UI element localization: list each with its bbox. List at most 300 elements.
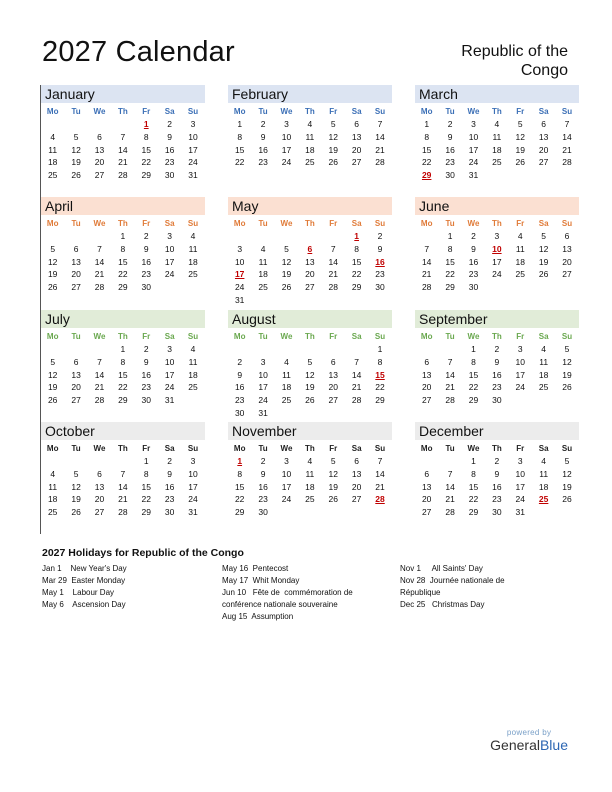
weekday-label: Mo (420, 443, 433, 453)
day-cell: 28 (421, 282, 432, 293)
day-cell: 23 (445, 157, 455, 168)
day-cell: 1 (237, 119, 243, 130)
day-cell: 25 (281, 395, 292, 406)
month-name: October (41, 422, 205, 440)
weekday-label: Sa (351, 218, 362, 228)
day-cell: 23 (258, 157, 268, 168)
weekday-label: Th (304, 218, 315, 228)
week-row (415, 493, 579, 506)
holiday-day-cell: 28 (375, 494, 385, 505)
day-cell: 23 (492, 494, 502, 505)
day-cell: 27 (94, 507, 105, 518)
day-cell: 27 (328, 395, 338, 406)
calendar-grid (40, 85, 576, 534)
day-cell: 2 (447, 119, 453, 130)
weekday-label: Fr (329, 106, 338, 116)
day-cell: 19 (515, 144, 525, 155)
day-cell: 28 (118, 170, 128, 181)
holiday-entry: May 6 Ascension Day (42, 600, 126, 609)
week-row (41, 131, 205, 144)
day-cell: 5 (330, 456, 336, 467)
weekday-label: Tu (71, 443, 81, 453)
day-cell: 18 (258, 269, 268, 280)
day-cell: 4 (190, 344, 196, 355)
day-cell: 19 (71, 494, 81, 505)
week-row (415, 131, 579, 144)
weekday-header (228, 329, 392, 343)
day-cell: 3 (167, 344, 173, 355)
day-cell: 28 (445, 507, 455, 518)
day-cell: 9 (167, 469, 173, 480)
day-cell: 11 (258, 256, 268, 267)
week-row (228, 343, 392, 356)
day-cell: 30 (141, 395, 151, 406)
day-cell: 20 (94, 157, 105, 168)
day-cell: 10 (281, 469, 292, 480)
day-cell: 9 (143, 357, 149, 368)
week-row (41, 381, 205, 394)
weekday-header (415, 441, 579, 455)
day-cell: 13 (71, 256, 81, 267)
day-cell: 20 (562, 256, 572, 267)
day-cell: 7 (120, 132, 126, 143)
day-cell: 18 (47, 157, 58, 168)
weekday-label: Tu (445, 218, 455, 228)
day-cell: 1 (471, 344, 476, 355)
day-cell: 22 (468, 382, 479, 393)
day-cell: 9 (494, 357, 500, 368)
day-cell: 6 (424, 357, 430, 368)
day-cell: 4 (284, 357, 289, 368)
day-cell: 18 (281, 382, 292, 393)
day-cell: 6 (424, 469, 430, 480)
day-cell: 3 (167, 231, 173, 242)
day-cell: 25 (258, 282, 268, 293)
week-row (415, 243, 579, 256)
day-cell: 7 (120, 469, 126, 480)
weekday-label: Su (561, 106, 573, 116)
holiday-entry: Mar 29 Easter Monday (42, 576, 126, 585)
day-cell: 26 (281, 282, 292, 293)
weekday-label: Th (117, 106, 128, 116)
week-row (41, 118, 205, 131)
day-cell: 27 (351, 157, 362, 168)
weekday-label: Su (561, 443, 573, 453)
day-cell: 21 (328, 269, 338, 280)
day-cell: 13 (71, 369, 81, 380)
weekday-label: We (280, 331, 293, 341)
day-cell: 25 (515, 269, 525, 280)
day-cell: 30 (375, 282, 385, 293)
holiday-entry: May 1 Labour Day (42, 588, 115, 597)
day-cell: 12 (71, 481, 81, 492)
day-cell: 10 (164, 357, 175, 368)
day-cell: 24 (188, 494, 198, 505)
day-cell: 15 (234, 481, 245, 492)
day-cell: 4 (260, 244, 266, 255)
day-cell: 30 (141, 282, 151, 293)
day-cell: 27 (94, 170, 105, 181)
week-row (228, 381, 392, 394)
month-march (415, 85, 579, 181)
day-cell: 7 (354, 357, 360, 368)
day-cell: 21 (118, 157, 128, 168)
month-january (41, 85, 205, 181)
day-cell: 25 (47, 170, 58, 181)
day-cell: 30 (164, 507, 175, 518)
day-cell: 30 (258, 507, 268, 518)
holiday-entry: May 17 Whit Monday (222, 576, 300, 585)
week-row (41, 493, 205, 506)
day-cell: 20 (71, 382, 81, 393)
day-cell: 29 (468, 395, 479, 406)
week-row (41, 169, 205, 182)
day-cell: 11 (48, 481, 58, 492)
day-cell: 30 (468, 282, 479, 293)
day-cell: 5 (564, 344, 570, 355)
day-cell: 8 (120, 244, 126, 255)
day-cell: 21 (375, 481, 385, 492)
day-cell: 3 (284, 456, 289, 467)
day-cell: 13 (94, 481, 105, 492)
day-cell: 27 (538, 157, 549, 168)
day-cell: 19 (47, 382, 58, 393)
weekday-label: Sa (351, 331, 362, 341)
weekday-label: Fr (142, 106, 151, 116)
day-cell: 8 (120, 357, 126, 368)
country-line-1: Republic of the (461, 43, 568, 60)
month-name: May (228, 197, 392, 215)
month-december (415, 422, 579, 518)
weekday-header (228, 216, 392, 230)
day-cell: 18 (188, 256, 198, 267)
day-cell: 19 (71, 157, 81, 168)
week-row (228, 468, 392, 481)
day-cell: 19 (328, 144, 338, 155)
day-cell: 16 (164, 144, 175, 155)
weekday-label: Th (304, 443, 315, 453)
day-cell: 13 (305, 256, 315, 267)
day-cell: 20 (351, 481, 362, 492)
weekday-label: Mo (233, 331, 246, 341)
day-cell: 16 (258, 144, 268, 155)
weekday-label: Th (304, 331, 315, 341)
day-cell: 22 (421, 157, 432, 168)
day-cell: 24 (281, 494, 292, 505)
weekday-label: Fr (516, 218, 525, 228)
day-cell: 27 (305, 282, 315, 293)
month-name: November (228, 422, 392, 440)
day-cell: 8 (237, 469, 243, 480)
day-cell: 3 (190, 456, 196, 467)
day-cell: 14 (562, 132, 572, 143)
day-cell: 18 (492, 144, 502, 155)
day-cell: 19 (305, 382, 315, 393)
day-cell: 19 (562, 369, 572, 380)
week-row (415, 169, 579, 182)
weekday-label: Tu (445, 331, 455, 341)
day-cell: 16 (258, 481, 268, 492)
month-name: August (228, 310, 392, 328)
day-cell: 20 (71, 269, 81, 280)
day-cell: 21 (562, 144, 572, 155)
day-cell: 2 (377, 231, 383, 242)
weekday-label: We (93, 218, 106, 228)
weekday-label: Su (187, 218, 199, 228)
day-cell: 12 (328, 132, 338, 143)
weekday-label: Mo (233, 443, 246, 453)
day-cell: 11 (282, 369, 291, 380)
day-cell: 28 (562, 157, 572, 168)
day-cell: 3 (517, 344, 523, 355)
day-cell: 12 (305, 369, 315, 380)
day-cell: 15 (468, 481, 479, 492)
day-cell: 23 (141, 382, 151, 393)
day-cell: 28 (94, 282, 105, 293)
day-cell: 14 (375, 469, 385, 480)
week-row (415, 118, 579, 131)
day-cell: 3 (190, 119, 196, 130)
weekday-label: We (93, 443, 106, 453)
month-february (228, 85, 392, 169)
weekday-header (228, 441, 392, 455)
day-cell: 12 (562, 357, 572, 368)
day-cell: 17 (468, 144, 479, 155)
day-cell: 10 (188, 469, 198, 480)
day-cell: 9 (260, 469, 266, 480)
day-cell: 16 (468, 256, 479, 267)
day-cell: 8 (424, 132, 430, 143)
day-cell: 4 (494, 119, 500, 130)
day-cell: 7 (330, 244, 336, 255)
day-cell: 29 (141, 170, 151, 181)
day-cell: 24 (468, 157, 479, 168)
holiday-day-cell: 29 (421, 170, 432, 181)
day-cell: 19 (538, 256, 549, 267)
day-cell: 1 (471, 456, 476, 467)
page-title: 2027 Calendar (42, 36, 235, 68)
holiday-entry: Aug 15 Assumption (222, 612, 294, 621)
weekday-label: We (280, 218, 293, 228)
day-cell: 21 (94, 269, 105, 280)
day-cell: 13 (421, 481, 432, 492)
month-name: April (41, 197, 205, 215)
day-cell: 17 (188, 481, 198, 492)
day-cell: 11 (492, 132, 502, 143)
day-cell: 12 (47, 369, 58, 380)
day-cell: 14 (445, 369, 455, 380)
day-cell: 1 (143, 456, 149, 467)
weekday-label: Fr (329, 443, 338, 453)
day-cell: 18 (538, 369, 549, 380)
weekday-label: Tu (71, 106, 81, 116)
day-cell: 29 (351, 282, 362, 293)
weekday-label: We (280, 106, 293, 116)
day-cell: 24 (515, 494, 525, 505)
quarter-2 (40, 197, 576, 310)
brand-logo (490, 737, 568, 753)
day-cell: 26 (71, 507, 81, 518)
week-row (41, 394, 205, 407)
week-row (228, 293, 392, 306)
weekday-label: We (467, 106, 480, 116)
day-cell: 13 (328, 369, 338, 380)
day-cell: 13 (538, 132, 549, 143)
week-row (415, 268, 579, 281)
weekday-label: Mo (420, 106, 433, 116)
week-row (228, 255, 392, 268)
week-row (228, 356, 392, 369)
country-name (461, 42, 568, 80)
day-cell: 17 (492, 256, 502, 267)
week-row (228, 506, 392, 519)
day-cell: 2 (167, 456, 173, 467)
day-cell: 21 (445, 382, 455, 393)
day-cell: 17 (515, 369, 525, 380)
day-cell: 18 (188, 369, 198, 380)
day-cell: 5 (284, 244, 289, 255)
day-cell: 8 (377, 357, 383, 368)
weekday-label: Sa (164, 106, 175, 116)
weekday-label: We (280, 443, 293, 453)
day-cell: 21 (445, 494, 455, 505)
holiday-day-cell: 17 (234, 269, 245, 280)
day-cell: 2 (167, 119, 173, 130)
day-cell: 8 (354, 244, 360, 255)
weekday-label: Mo (233, 106, 246, 116)
month-name: June (415, 197, 579, 215)
weekday-label: Tu (258, 443, 268, 453)
day-cell: 20 (538, 144, 549, 155)
day-cell: 20 (351, 144, 362, 155)
week-row (41, 506, 205, 519)
weekday-label: Th (117, 331, 128, 341)
day-cell: 9 (447, 132, 453, 143)
day-cell: 24 (188, 157, 198, 168)
day-cell: 2 (237, 357, 243, 368)
day-cell: 14 (421, 256, 432, 267)
weekday-header (228, 104, 392, 118)
quarter-4 (40, 422, 576, 534)
day-cell: 7 (377, 456, 383, 467)
day-cell: 23 (468, 269, 479, 280)
day-cell: 11 (48, 144, 58, 155)
day-cell: 29 (234, 507, 245, 518)
week-row (41, 156, 205, 169)
day-cell: 22 (234, 494, 245, 505)
day-cell: 22 (468, 494, 479, 505)
day-cell: 13 (562, 244, 572, 255)
weekday-label: Th (117, 443, 128, 453)
day-cell: 26 (47, 282, 58, 293)
weekday-label: Su (187, 443, 199, 453)
day-cell: 15 (118, 369, 128, 380)
week-row (415, 455, 579, 468)
day-cell: 11 (539, 469, 549, 480)
day-cell: 23 (375, 269, 385, 280)
holiday-entry: May 16 Pentecost (222, 564, 289, 573)
day-cell: 17 (164, 369, 175, 380)
day-cell: 24 (234, 282, 245, 293)
day-cell: 28 (351, 395, 362, 406)
day-cell: 5 (73, 132, 79, 143)
day-cell: 8 (471, 469, 476, 480)
holiday-day-cell: 1 (354, 231, 360, 242)
week-row (415, 230, 579, 243)
day-cell: 14 (118, 481, 128, 492)
weekday-label: Th (491, 218, 502, 228)
weekday-label: We (467, 331, 480, 341)
day-cell: 17 (281, 481, 292, 492)
day-cell: 31 (234, 294, 245, 305)
day-cell: 3 (471, 119, 476, 130)
day-cell: 19 (328, 481, 338, 492)
day-cell: 9 (260, 132, 266, 143)
weekday-label: Fr (142, 443, 151, 453)
day-cell: 10 (515, 469, 525, 480)
weekday-header (41, 329, 205, 343)
day-cell: 4 (517, 231, 523, 242)
week-row (41, 268, 205, 281)
day-cell: 13 (351, 132, 362, 143)
holiday-column-1 (42, 563, 127, 611)
holiday-day-cell: 25 (538, 494, 549, 505)
day-cell: 31 (258, 407, 268, 418)
weekday-label: Su (374, 218, 386, 228)
day-cell: 30 (492, 507, 502, 518)
weekday-label: Tu (258, 331, 268, 341)
day-cell: 11 (188, 357, 198, 368)
day-cell: 9 (167, 132, 173, 143)
month-name: July (41, 310, 205, 328)
day-cell: 29 (468, 507, 479, 518)
day-cell: 11 (305, 469, 315, 480)
day-cell: 27 (421, 395, 432, 406)
holiday-entry: Jun 10 Fête de commémoration de (222, 588, 353, 597)
month-name: January (41, 85, 205, 103)
weekday-label: Sa (538, 331, 549, 341)
day-cell: 30 (234, 407, 245, 418)
week-row (41, 455, 205, 468)
day-cell: 25 (47, 507, 58, 518)
day-cell: 12 (562, 469, 572, 480)
day-cell: 5 (564, 456, 570, 467)
day-cell: 9 (143, 244, 149, 255)
day-cell: 22 (445, 269, 455, 280)
day-cell: 29 (445, 282, 455, 293)
day-cell: 15 (468, 369, 479, 380)
day-cell: 12 (538, 244, 549, 255)
day-cell: 5 (541, 231, 547, 242)
weekday-label: Sa (351, 106, 362, 116)
day-cell: 9 (237, 369, 243, 380)
day-cell: 9 (471, 244, 476, 255)
day-cell: 4 (50, 132, 56, 143)
day-cell: 22 (118, 269, 128, 280)
day-cell: 24 (492, 269, 502, 280)
week-row (228, 118, 392, 131)
day-cell: 27 (71, 395, 81, 406)
holiday-entry: conférence nationale souveraine (222, 600, 338, 609)
day-cell: 23 (492, 382, 502, 393)
week-row (41, 368, 205, 381)
weekday-label: Su (187, 331, 199, 341)
day-cell: 22 (141, 494, 151, 505)
day-cell: 16 (492, 369, 502, 380)
day-cell: 18 (515, 256, 525, 267)
country-line-2: Congo (520, 62, 568, 79)
day-cell: 24 (281, 157, 292, 168)
